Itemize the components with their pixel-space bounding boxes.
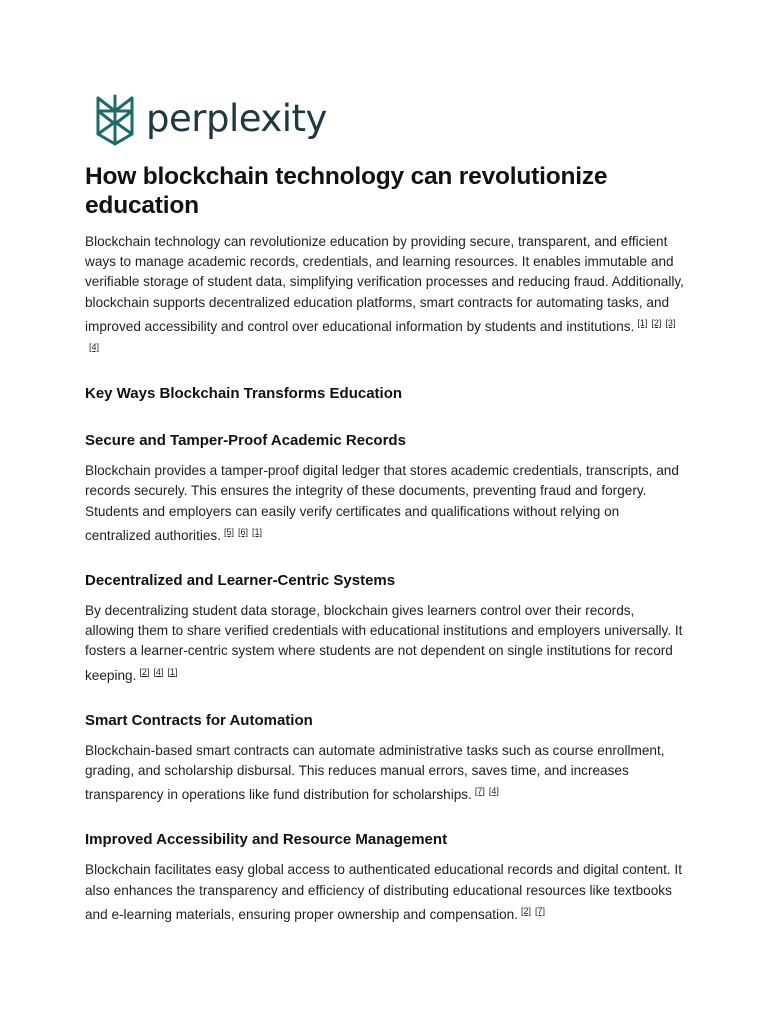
citation-link[interactable]: [2] [139,666,150,677]
citation-link[interactable]: [1] [637,317,648,328]
subsection-paragraph [85,601,685,686]
subsection-paragraph [85,461,685,546]
subsection-text: Blockchain-based smart contracts can automate administrative tasks such as course enrollment, grading, and scholarship disbursal. This reduces manual errors, saves time, and increases transparency in operations like fund distribution for scholarships. [85,742,665,803]
subsection-text: Blockchain provides a tamper-proof digital ledger that stores academic credentials, transcripts, and records securely. This ensures the integrity of these documents, preventing fraud and forgery. Students and employers can easily verify certificates and qualifications without relying on centralized authorities. [85,463,679,543]
subsection-paragraph [85,860,685,925]
citation-link[interactable]: [1] [252,526,263,537]
citation-link[interactable]: [2] [651,317,662,328]
subsection-heading: Smart Contracts for Automation [85,711,313,729]
brand-name: perplexity [146,96,327,140]
citation-link[interactable]: [6] [238,526,249,537]
subsection-heading: Secure and Tamper-Proof Academic Records [85,432,406,450]
citation-link[interactable]: [1] [167,666,178,677]
intro-paragraph [85,232,685,361]
answer-content [85,162,685,925]
page-title: How blockchain technology can revolutionize education [85,163,608,219]
intro-text: Blockchain technology can revolutionize education by providing secure, transparent, and efficient ways to manage academic records, credentials, and learning resources. It enables immutable and verifiable storage of student data, simplifying verification processes and reducing fraud. Additionally, blockchain supports decentralized education platforms, smart contracts for automating tasks, and improved accessibility and control over educational information by students and institutions. [85,234,684,334]
subsection-heading: Improved Accessibility and Resource Management [85,831,448,849]
subsection-paragraph [85,741,685,806]
subsection-heading: Decentralized and Learner-Centric Systems [85,572,396,590]
brand-logo [94,92,327,148]
subsection-text: By decentralizing student data storage, blockchain gives learners control over their records, allowing them to share verified credentials with educational institutions and employers universally. It fosters a learner-centric system where students are not dependent on single institutions for record keeping. [85,603,683,683]
perplexity-logo-icon [94,94,136,146]
citation-link[interactable]: [3] [665,317,676,328]
citation-link[interactable]: [4] [153,666,164,677]
subsection-text: Blockchain facilitates easy global access to authenticated educational records and digital content. It also enhances the transparency and efficiency of distributing educational resources like textbooks and e-learning materials, ensuring proper ownership and compensation. [85,862,682,922]
citation-link[interactable]: [7] [535,905,546,916]
section-heading: Key Ways Blockchain Transforms Education [85,385,403,403]
citation-link[interactable]: [5] [224,526,235,537]
citation-link[interactable]: [4] [89,342,100,353]
citation-link[interactable]: [7] [474,786,485,797]
citation-link[interactable]: [2] [521,905,532,916]
citation-link[interactable]: [4] [488,786,499,797]
